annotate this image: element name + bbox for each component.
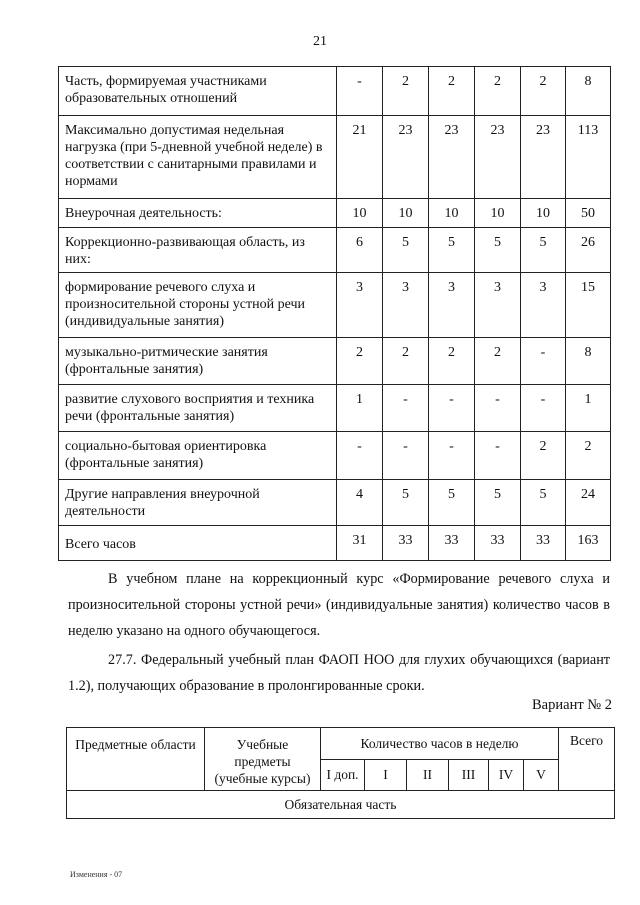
cell-value: 23 (521, 116, 566, 199)
row-label: развитие слухового восприятия и техника речи (фронтальные занятия) (59, 385, 337, 432)
cell-value: 2 (429, 338, 475, 385)
row-label: Коррекционно-развивающая область, из них: (59, 228, 337, 273)
cell-value: 2 (337, 338, 383, 385)
grade-header: IV (489, 759, 524, 791)
cell-value: 50 (566, 199, 611, 228)
cell-value: 2 (521, 432, 566, 480)
grade-header: II (407, 759, 449, 791)
cell-value: 8 (566, 338, 611, 385)
cell-value: 3 (521, 273, 566, 338)
row-label: музыкально-ритмические занятия (фронтальные занятия) (59, 338, 337, 385)
row-label: формирование речевого слуха и произносительной стороны устной речи (индивидуальные занятия) (59, 273, 337, 338)
cell-value: 3 (475, 273, 521, 338)
cell-value: 33 (429, 526, 475, 561)
cell-value: 23 (383, 116, 429, 199)
header-total: Всего (559, 728, 615, 791)
row-label: социально-бытовая ориентировка (фронтальные занятия) (59, 432, 337, 480)
row-label: Другие направления внеурочной деятельности (59, 480, 337, 526)
cell-value: 5 (475, 228, 521, 273)
cell-value: - (337, 67, 383, 116)
cell-value: 5 (429, 228, 475, 273)
cell-value: - (383, 385, 429, 432)
cell-value: 31 (337, 526, 383, 561)
cell-value: 2 (429, 67, 475, 116)
cell-value: 23 (429, 116, 475, 199)
hours-table (58, 66, 611, 561)
footer-revision-note: Изменения - 07 (70, 870, 123, 879)
cell-value: 5 (383, 480, 429, 526)
cell-value: 33 (383, 526, 429, 561)
page-number: 21 (313, 34, 327, 49)
cell-value: 4 (337, 480, 383, 526)
table-row (59, 67, 611, 116)
cell-value: - (337, 432, 383, 480)
row-label: Всего часов (59, 526, 337, 561)
table-row (59, 480, 611, 526)
grade-header: V (524, 759, 559, 791)
cell-value: 10 (429, 199, 475, 228)
grade-header: III (449, 759, 489, 791)
cell-value: 2 (475, 67, 521, 116)
cell-value: 5 (383, 228, 429, 273)
cell-value: 3 (337, 273, 383, 338)
table-row (59, 228, 611, 273)
grade-header: I (365, 759, 407, 791)
table-row (59, 199, 611, 228)
header-subject-areas: Предметные области (67, 728, 205, 791)
cell-value: 3 (429, 273, 475, 338)
table-row (59, 338, 611, 385)
mandatory-part-row: Обязательная часть (67, 791, 615, 819)
row-label: Внеурочная деятельность: (59, 199, 337, 228)
cell-value: 33 (521, 526, 566, 561)
cell-value: - (429, 432, 475, 480)
table-row (59, 273, 611, 338)
row-label: Максимально допустимая недельная нагрузка (при 5-дневной учебной неделе) в соответствии с санитарными правилами и нормами (59, 116, 337, 199)
header-subjects: Учебные предметы (учебные курсы) (205, 728, 321, 791)
cell-value: 2 (566, 432, 611, 480)
table-row (59, 385, 611, 432)
cell-value: 5 (521, 480, 566, 526)
paragraph-section-27-7: 27.7. Федеральный учебный план ФАОП НОО для глухих обучающихся (вариант 1.2), получающих образование в пролонгированные сроки. (68, 652, 610, 694)
cell-value: 3 (383, 273, 429, 338)
paragraph-correctional-course: В учебном плане на коррекционный курс «Формирование речевого слуха и произносительной стороны устной речи» (индивидуальные занятия) количество часов в неделю указано на одного обучающегося. (68, 571, 610, 639)
cell-value: 1 (337, 385, 383, 432)
cell-value: 23 (475, 116, 521, 199)
cell-value: 5 (429, 480, 475, 526)
cell-value: 2 (475, 338, 521, 385)
cell-value: 113 (566, 116, 611, 199)
row-label: Часть, формируемая участниками образовательных отношений (59, 67, 337, 116)
cell-value: 2 (383, 338, 429, 385)
table-row (59, 526, 611, 561)
cell-value: 10 (521, 199, 566, 228)
cell-value: 33 (475, 526, 521, 561)
curriculum-table (66, 727, 615, 819)
cell-value: - (475, 432, 521, 480)
cell-value: 163 (566, 526, 611, 561)
cell-value: - (475, 385, 521, 432)
cell-value: - (521, 385, 566, 432)
cell-value: 10 (337, 199, 383, 228)
cell-value: - (383, 432, 429, 480)
cell-value: 21 (337, 116, 383, 199)
cell-value: 5 (475, 480, 521, 526)
grade-header: I доп. (321, 759, 365, 791)
table-row (59, 432, 611, 480)
cell-value: 1 (566, 385, 611, 432)
cell-value: 8 (566, 67, 611, 116)
cell-value: 5 (521, 228, 566, 273)
cell-value: 10 (475, 199, 521, 228)
cell-value: 6 (337, 228, 383, 273)
header-hours-per-week: Количество часов в неделю (321, 728, 559, 760)
cell-value: - (429, 385, 475, 432)
cell-value: 15 (566, 273, 611, 338)
variant-label: Вариант № 2 (532, 697, 612, 713)
cell-value: 10 (383, 199, 429, 228)
cell-value: 26 (566, 228, 611, 273)
cell-value: - (521, 338, 566, 385)
cell-value: 24 (566, 480, 611, 526)
cell-value: 2 (521, 67, 566, 116)
cell-value: 2 (383, 67, 429, 116)
table-row (59, 116, 611, 199)
